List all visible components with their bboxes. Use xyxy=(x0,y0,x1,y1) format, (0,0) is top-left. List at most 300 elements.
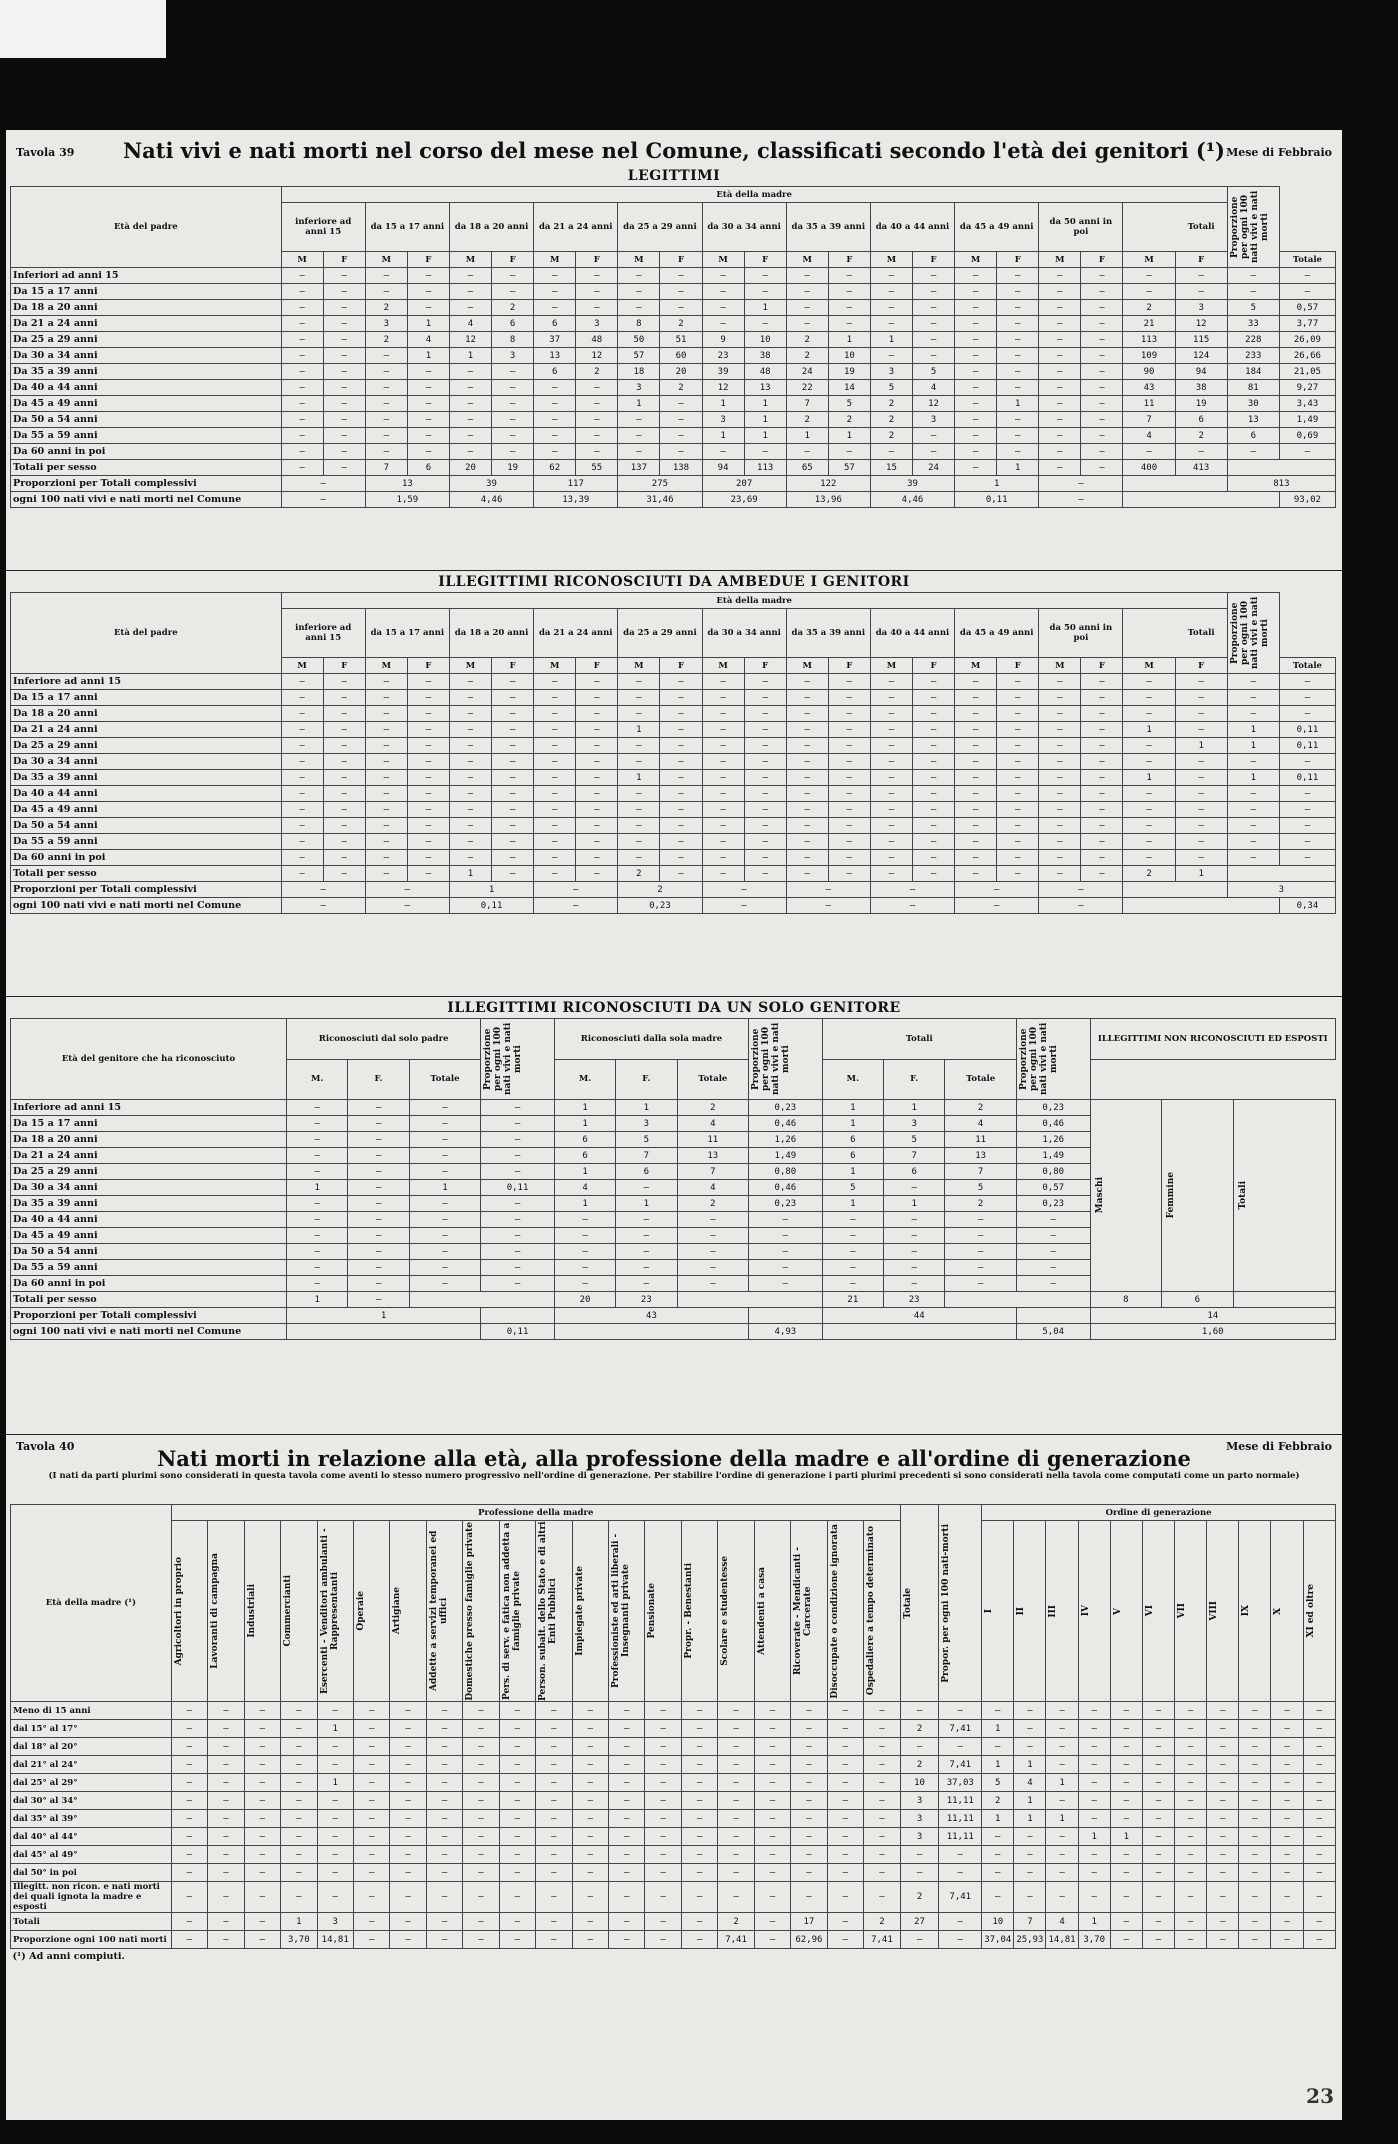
cell-value: — xyxy=(1303,1738,1335,1756)
cell-value: — xyxy=(870,722,912,738)
cell-value: — xyxy=(900,1931,939,1949)
cell-value: — xyxy=(353,1738,389,1756)
cell-value: 1 xyxy=(281,1913,317,1931)
cell-value: — xyxy=(426,1913,462,1931)
cell-value: — xyxy=(1303,1882,1335,1913)
totals-sex-label: Totali per sesso xyxy=(11,460,282,476)
cell-value: — xyxy=(997,722,1039,738)
profession-col xyxy=(609,1521,645,1702)
cell-value: 1 xyxy=(1078,1913,1110,1931)
sex-m-col: M xyxy=(1123,658,1175,674)
proportion-row xyxy=(11,898,1336,914)
cell-value: — xyxy=(409,1116,481,1132)
cell-value: — xyxy=(1175,1810,1207,1828)
cell-value: — xyxy=(365,834,407,850)
cell-value: — xyxy=(660,412,702,428)
cell-value: — xyxy=(281,412,323,428)
cell-value: — xyxy=(287,1228,348,1244)
cell-value: — xyxy=(791,1720,827,1738)
cell-value: — xyxy=(609,1913,645,1931)
cell-value: — xyxy=(572,1702,608,1720)
cell-value: — xyxy=(323,380,365,396)
cell-value: — xyxy=(786,834,828,850)
cell-value: — xyxy=(208,1846,244,1864)
cell-value: — xyxy=(281,1738,317,1756)
cell-value: — xyxy=(208,1882,244,1913)
cell-value: 12 xyxy=(702,380,744,396)
father-age-header: Età del padre xyxy=(11,187,282,268)
legit-title: LEGITTIMI xyxy=(627,168,721,184)
cell-value: — xyxy=(287,1196,348,1212)
order-label: V xyxy=(1112,1607,1123,1615)
cell-value: — xyxy=(499,1828,535,1846)
cell-value: — xyxy=(791,1846,827,1864)
sex-f-col: F xyxy=(576,658,618,674)
cell-value: 1,59 xyxy=(365,492,449,508)
cell-value: — xyxy=(281,444,323,460)
cell-value: — xyxy=(1175,1828,1207,1846)
cell-value: 7 xyxy=(1123,412,1175,428)
cell-value: — xyxy=(913,818,955,834)
cell-value: — xyxy=(576,268,618,284)
cell-value: — xyxy=(1078,1702,1110,1720)
cell-value: — xyxy=(828,722,870,738)
cell-value: 7 xyxy=(945,1164,1017,1180)
table-row xyxy=(11,300,1336,316)
cell-value: — xyxy=(407,706,449,722)
cell-value: 7 xyxy=(365,460,407,476)
cell-value: — xyxy=(576,690,618,706)
cell-value: — xyxy=(281,1702,317,1720)
cell-value: — xyxy=(536,1738,572,1756)
cell-value: — xyxy=(1303,1792,1335,1810)
sex-m-col: M. xyxy=(554,1059,615,1100)
cell-value: 12 xyxy=(449,332,491,348)
cell-value: 4,46 xyxy=(449,492,533,508)
cell-value: — xyxy=(1279,706,1335,722)
cell-value: — xyxy=(449,754,491,770)
cell-value: — xyxy=(754,1828,790,1846)
cell-value: 1 xyxy=(822,1164,883,1180)
cell-value: — xyxy=(1039,476,1123,492)
profession-label: Pers. di serv. e fatica non addetta a famiglie private xyxy=(501,1522,522,1700)
cell-value: — xyxy=(1142,1882,1174,1913)
cell-value: 6 xyxy=(407,460,449,476)
row-label: Da 40 a 44 anni xyxy=(11,786,282,802)
cell-value: — xyxy=(718,1882,754,1913)
cell-value: — xyxy=(244,1774,280,1792)
cell-value: — xyxy=(572,1720,608,1738)
cell-value: — xyxy=(1279,674,1335,690)
cell-value: — xyxy=(982,1864,1014,1882)
cell-value: — xyxy=(499,1882,535,1913)
cell-value: — xyxy=(463,1846,499,1864)
cell-value: — xyxy=(576,818,618,834)
table-row xyxy=(11,364,1336,380)
cell-value: 4,46 xyxy=(870,492,954,508)
table-row xyxy=(11,722,1336,738)
cell-value: — xyxy=(913,834,955,850)
cell-value: — xyxy=(660,428,702,444)
cell-value: — xyxy=(997,674,1039,690)
cell-value: — xyxy=(1081,284,1123,300)
sex-f-col: F xyxy=(323,658,365,674)
row-label: Da 60 anni in poi xyxy=(11,850,282,866)
cell-value: — xyxy=(492,690,534,706)
cell-value: — xyxy=(365,898,449,914)
cell-value: — xyxy=(287,1260,348,1276)
femmine-label: Femmine xyxy=(1166,1172,1177,1219)
cell-value: 1 xyxy=(1123,722,1175,738)
cell-value: 14 xyxy=(828,380,870,396)
cell-value: 2 xyxy=(1123,866,1175,882)
cell-value: 81 xyxy=(1227,380,1279,396)
cell-value: 4 xyxy=(407,332,449,348)
cell-value: — xyxy=(828,674,870,690)
cell-value: — xyxy=(365,412,407,428)
cell-value: — xyxy=(317,1828,353,1846)
cell-value: 7,41 xyxy=(939,1756,982,1774)
row-label: Inferiori ad anni 15 xyxy=(11,268,282,284)
cell-value: 3,43 xyxy=(1279,396,1335,412)
empty-cell xyxy=(1123,882,1227,898)
cell-value: 1 xyxy=(1175,866,1227,882)
cell-value: — xyxy=(828,866,870,882)
cell-value: 10 xyxy=(828,348,870,364)
cell-value: — xyxy=(786,802,828,818)
row-label: Da 21 a 24 anni xyxy=(11,316,282,332)
cell-value: — xyxy=(884,1180,945,1196)
cell-value: — xyxy=(618,444,660,460)
cell-value: — xyxy=(576,674,618,690)
cell-value: — xyxy=(407,380,449,396)
profession-label: Professioniste ed arti liberali - Insegnanti private xyxy=(611,1533,631,1689)
cell-value: — xyxy=(365,428,407,444)
cell-value: — xyxy=(492,444,534,460)
order-label: VII xyxy=(1177,1603,1188,1619)
cell-value: — xyxy=(1123,802,1175,818)
cell-value: — xyxy=(449,818,491,834)
cell-value: — xyxy=(913,786,955,802)
cell-value: — xyxy=(281,898,365,914)
cell-value: — xyxy=(997,754,1039,770)
mother-age-col: da 15 a 17 anni xyxy=(365,609,449,658)
cell-value: — xyxy=(1014,1882,1046,1913)
cell-value: — xyxy=(864,1846,901,1864)
cell-value: 1 xyxy=(407,348,449,364)
ill-both-title: ILLEGITTIMI RICONOSCIUTI DA AMBEDUE I GENITORI xyxy=(438,574,910,590)
cell-value: — xyxy=(786,882,870,898)
cell-value: — xyxy=(744,316,786,332)
cell-value: — xyxy=(463,1738,499,1756)
cell-value: — xyxy=(281,882,365,898)
cell-value: — xyxy=(287,1276,348,1292)
cell-value: — xyxy=(281,1774,317,1792)
cell-value: — xyxy=(1239,1774,1271,1792)
profession-label: Attendenti a casa xyxy=(756,1567,767,1655)
cell-value: — xyxy=(955,284,997,300)
cell-value: — xyxy=(1271,1702,1303,1720)
cell-value: — xyxy=(864,1774,901,1792)
proportion-header xyxy=(481,1019,555,1100)
cell-value: — xyxy=(1207,1846,1239,1864)
cell-value: 1,49 xyxy=(1016,1148,1090,1164)
cell-value: — xyxy=(997,412,1039,428)
cell-value: — xyxy=(1239,1792,1271,1810)
cell-value: — xyxy=(702,674,744,690)
mother-age-header: Età della madre xyxy=(281,593,1227,609)
cell-value: 13,96 xyxy=(786,492,870,508)
cell-value: — xyxy=(997,834,1039,850)
table-row xyxy=(11,348,1336,364)
cell-value: — xyxy=(913,332,955,348)
mother-age-col: inferiore ad anni 15 xyxy=(281,203,365,252)
cell-value: — xyxy=(645,1913,681,1931)
cell-value: 94 xyxy=(702,460,744,476)
cell-value: — xyxy=(536,1720,572,1738)
cell-value: 1 xyxy=(702,396,744,412)
cell-value: — xyxy=(702,786,744,802)
profession-col xyxy=(864,1521,901,1702)
cell-value: — xyxy=(499,1702,535,1720)
cell-value: 138 xyxy=(660,460,702,476)
totale-col xyxy=(900,1505,939,1702)
cell-value: — xyxy=(1078,1756,1110,1774)
table-row xyxy=(11,674,1336,690)
cell-value: 5 xyxy=(982,1774,1014,1792)
empty-cell xyxy=(409,1292,554,1308)
cell-value: — xyxy=(287,1132,348,1148)
cell-value: — xyxy=(900,1864,939,1882)
cell-value: — xyxy=(645,1882,681,1913)
cell-value: — xyxy=(955,380,997,396)
cell-value: — xyxy=(499,1774,535,1792)
cell-value: — xyxy=(534,268,576,284)
cell-value: — xyxy=(409,1260,481,1276)
cell-value: — xyxy=(870,316,912,332)
sex-f-col: F xyxy=(576,252,618,268)
not-recognized-header: ILLEGITTIMI NON RICONOSCIUTI ED ESPOSTI xyxy=(1090,1019,1335,1060)
cell-value: — xyxy=(463,1774,499,1792)
row-label: dal 35° al 39° xyxy=(11,1810,172,1828)
totale-col: Totale xyxy=(1279,658,1335,674)
mother-age-col: da 15 a 17 anni xyxy=(365,203,449,252)
cell-value: — xyxy=(645,1846,681,1864)
cell-value: — xyxy=(1227,834,1279,850)
cell-value: 62 xyxy=(534,460,576,476)
cell-value: 184 xyxy=(1227,364,1279,380)
cell-value: — xyxy=(609,1792,645,1810)
cell-value: — xyxy=(1039,690,1081,706)
cell-value: — xyxy=(281,1756,317,1774)
cell-value: — xyxy=(287,1148,348,1164)
ill-one-table xyxy=(10,1018,1336,1340)
cell-value: — xyxy=(499,1720,535,1738)
cell-value: — xyxy=(870,866,912,882)
cell-value: — xyxy=(407,738,449,754)
sex-f-col: F xyxy=(492,252,534,268)
cell-value: — xyxy=(353,1774,389,1792)
cell-value: — xyxy=(744,770,786,786)
proportion-row xyxy=(11,1324,1336,1340)
cell-value: 0,46 xyxy=(749,1116,823,1132)
row-label: Da 50 a 54 anni xyxy=(11,1244,287,1260)
cell-value: — xyxy=(348,1164,409,1180)
cell-value: — xyxy=(609,1864,645,1882)
cell-value: — xyxy=(1039,364,1081,380)
cell-value: — xyxy=(1271,1846,1303,1864)
cell-value: — xyxy=(1239,1931,1271,1949)
empty-cell xyxy=(677,1292,822,1308)
cell-value: — xyxy=(618,786,660,802)
cell-value: — xyxy=(365,850,407,866)
maschi-col xyxy=(1090,1100,1162,1292)
cell-value: — xyxy=(870,300,912,316)
table-row xyxy=(11,412,1336,428)
cell-value: — xyxy=(407,722,449,738)
sex-m-col: M xyxy=(281,658,323,674)
mother-age-col: da 25 a 29 anni xyxy=(618,609,702,658)
cell-value: 6 xyxy=(822,1148,883,1164)
cell-value: — xyxy=(616,1180,677,1196)
totals-row xyxy=(11,882,1336,898)
cell-value: — xyxy=(534,802,576,818)
cell-value: — xyxy=(323,754,365,770)
cell-value: — xyxy=(576,834,618,850)
cell-value: — xyxy=(536,1931,572,1949)
cell-value: — xyxy=(499,1931,535,1949)
cell-value: — xyxy=(323,818,365,834)
row-label: Da 50 a 54 anni xyxy=(11,818,282,834)
cell-value: — xyxy=(955,850,997,866)
cell-value: 1,26 xyxy=(749,1132,823,1148)
cell-value: — xyxy=(618,818,660,834)
cell-value: — xyxy=(572,1756,608,1774)
cell-value: — xyxy=(1303,1846,1335,1864)
cell-value: 1 xyxy=(1014,1810,1046,1828)
proportion-header xyxy=(749,1019,823,1100)
cell-value: — xyxy=(1271,1774,1303,1792)
cell-value: — xyxy=(744,754,786,770)
cell-value: — xyxy=(660,834,702,850)
cell-value: — xyxy=(660,674,702,690)
cell-value: — xyxy=(1123,738,1175,754)
cell-value: 3,70 xyxy=(281,1931,317,1949)
cell-value: — xyxy=(463,1720,499,1738)
profession-col xyxy=(499,1521,535,1702)
sex-f-col: F xyxy=(913,658,955,674)
cell-value: 1 xyxy=(554,1100,615,1116)
cell-value: 4,93 xyxy=(749,1324,823,1340)
cell-value: — xyxy=(323,722,365,738)
cell-value: — xyxy=(677,1260,749,1276)
cell-value: — xyxy=(287,1100,348,1116)
cell-value: — xyxy=(616,1276,677,1292)
cell-value: — xyxy=(317,1846,353,1864)
cell-value: — xyxy=(449,428,491,444)
cell-value: 1 xyxy=(828,332,870,348)
cell-value: — xyxy=(409,1148,481,1164)
cell-value: — xyxy=(744,706,786,722)
profession-label: Agricoltori in proprio xyxy=(173,1556,184,1666)
cell-value: — xyxy=(997,300,1039,316)
row-label: Da 18 a 20 anni xyxy=(11,1132,287,1148)
profession-col xyxy=(827,1521,863,1702)
cell-value: — xyxy=(791,1702,827,1720)
sex-m-col: M xyxy=(365,658,407,674)
cell-value: — xyxy=(645,1720,681,1738)
cell-value: 2 xyxy=(828,412,870,428)
sex-f-col: F xyxy=(323,252,365,268)
cell-value: — xyxy=(913,300,955,316)
cell-value: — xyxy=(702,284,744,300)
cell-value: 2 xyxy=(786,332,828,348)
cell-value: — xyxy=(718,1738,754,1756)
cell-value: — xyxy=(390,1882,426,1913)
cell-value: — xyxy=(681,1828,717,1846)
cell-value: 13 xyxy=(744,380,786,396)
cell-value: — xyxy=(348,1100,409,1116)
ill-one-title: ILLEGITTIMI RICONOSCIUTI DA UN SOLO GENITORE xyxy=(447,1000,901,1016)
cell-value: — xyxy=(827,1846,863,1864)
cell-value: — xyxy=(534,722,576,738)
cell-value: 7 xyxy=(884,1148,945,1164)
cell-value: — xyxy=(744,866,786,882)
cell-value: — xyxy=(900,1702,939,1720)
cell-value: — xyxy=(828,850,870,866)
cell-value: — xyxy=(1123,818,1175,834)
cell-value: — xyxy=(208,1913,244,1931)
cell-value: — xyxy=(534,690,576,706)
cell-value: 1 xyxy=(1078,1828,1110,1846)
cell-value: — xyxy=(828,268,870,284)
cell-value: — xyxy=(1207,1738,1239,1756)
cell-value: — xyxy=(353,1913,389,1931)
cell-value: — xyxy=(281,1810,317,1828)
cell-value: — xyxy=(323,738,365,754)
cell-value: — xyxy=(1039,882,1123,898)
cell-value: 30 xyxy=(1227,396,1279,412)
cell-value: 43 xyxy=(1123,380,1175,396)
page-title: Nati vivi e nati morti nel corso del mese nel Comune, classificati secondo l'età dei genitori (¹) xyxy=(122,138,1225,163)
cell-value: — xyxy=(1239,1846,1271,1864)
order-label: VIII xyxy=(1209,1601,1220,1621)
cell-value: — xyxy=(534,412,576,428)
cell-value: — xyxy=(718,1720,754,1738)
cell-value: — xyxy=(864,1792,901,1810)
cell-value: — xyxy=(323,786,365,802)
cell-value: — xyxy=(365,690,407,706)
cell-value: — xyxy=(1271,1882,1303,1913)
cell-value: — xyxy=(281,786,323,802)
cell-value: — xyxy=(864,1828,901,1846)
cell-value: 1 xyxy=(449,882,533,898)
totale-col: Totale xyxy=(677,1059,749,1100)
cell-value: 3 xyxy=(884,1116,945,1132)
cell-value: — xyxy=(660,770,702,786)
cell-value: 1 xyxy=(449,348,491,364)
cell-value: — xyxy=(754,1882,790,1913)
cell-value: — xyxy=(449,738,491,754)
cell-value: — xyxy=(1175,754,1227,770)
table-row xyxy=(11,1864,1336,1882)
cell-value: — xyxy=(281,332,323,348)
cell-value: — xyxy=(407,364,449,380)
cell-value: 13 xyxy=(1227,412,1279,428)
cell-value: 23 xyxy=(616,1292,677,1308)
profession-col xyxy=(681,1521,717,1702)
cell-value: 1 xyxy=(1046,1810,1078,1828)
